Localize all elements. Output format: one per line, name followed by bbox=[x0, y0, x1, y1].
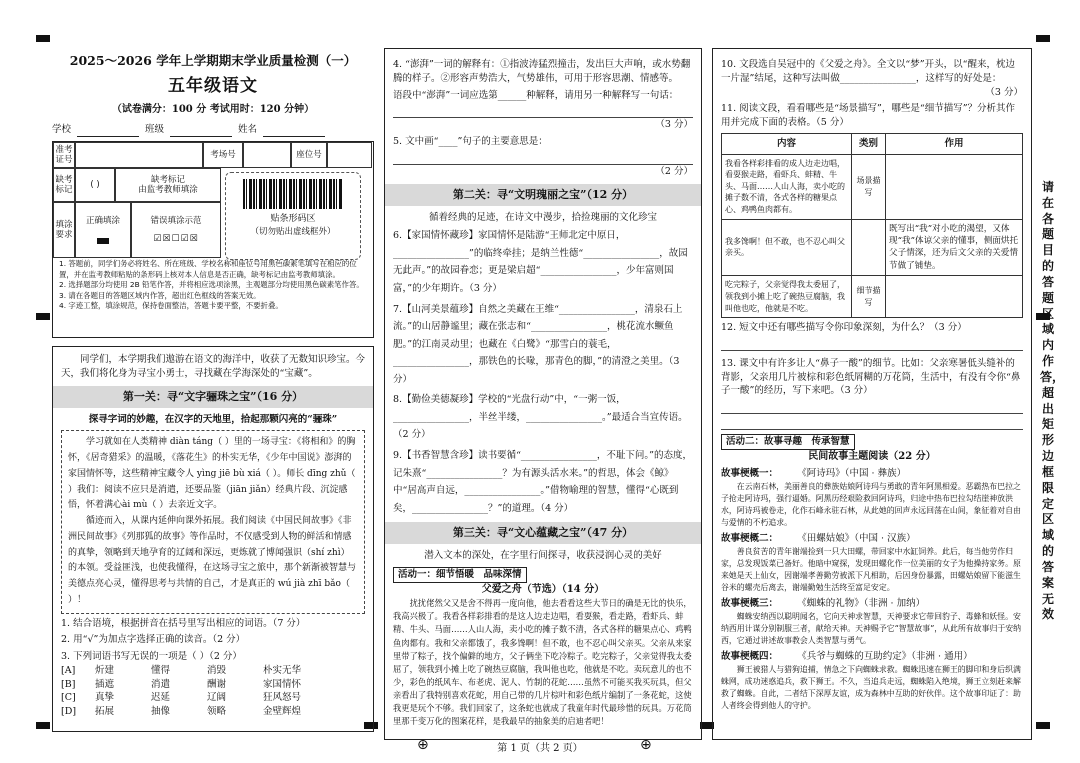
option-word: 酬谢 bbox=[207, 678, 227, 690]
option-word: 辽阔 bbox=[207, 692, 227, 704]
option-word: 懂得 bbox=[151, 664, 171, 676]
answer-card-info bbox=[52, 141, 374, 338]
registration-mark bbox=[1036, 35, 1050, 42]
option-word: 家国情怀 bbox=[263, 678, 302, 690]
option-word: 消遣 bbox=[151, 678, 171, 690]
exam-meta: （试卷满分：100 分 考试用时：120 分钟） bbox=[111, 103, 315, 115]
field-label: 班级 bbox=[145, 124, 165, 136]
zwh-label: 座位号 bbox=[291, 142, 327, 168]
question-7: 7.【山河美景蕴珍】自然之美藏在王维“________________，清泉石上流。”的山居静谧里；藏在张志和“________________，桃花流水鳜鱼肥。”的江南灵动里；也藏在《白鹭》“那雪白的蓑毛，________________，那铁色的长喙，那青色的脚，”的清澄之美里。（3 分） bbox=[393, 303, 683, 385]
qk-note: 缺考标记 由监考教师填涂 bbox=[115, 168, 221, 202]
answer-line[interactable] bbox=[721, 335, 1023, 351]
story-title: 故事梗概三： bbox=[721, 598, 779, 610]
question-5: 5. 文中画“____”句子的主要意思是： bbox=[393, 136, 548, 148]
answer-line[interactable] bbox=[721, 414, 1023, 430]
option-row[interactable] bbox=[61, 678, 365, 692]
field-label: 学校 bbox=[52, 124, 72, 136]
answer-line[interactable] bbox=[393, 102, 693, 118]
question-12: 12. 短文中还有哪些描写令你印象深刻，为什么？（3 分） bbox=[721, 322, 967, 334]
note-item: 1. 答题前，同学们务必将姓名、所在班级、学校名称和座位号用黑色碳素笔填写在相应的位置，并在监考教师粘贴的条形码上核对本人信息是否正确，缺考标记由监考教师填涂。 bbox=[59, 259, 357, 279]
school-input-line[interactable] bbox=[77, 123, 139, 137]
table-header: 类别 bbox=[852, 133, 886, 154]
table-cell: 既写出“我”对小吃的渴望，又体现“我”体谅父亲的懂事，侧面烘托父子情深，还为后文父亲的关爱情节做了铺垫。 bbox=[886, 219, 1023, 276]
zkz-label: 准考证号 bbox=[53, 142, 75, 168]
option-word: 朴实无华 bbox=[263, 664, 302, 676]
side-note: 请在各题目的答题区域内作答，超出矩形边框限定区域的答案无效 bbox=[1040, 180, 1065, 622]
activity1-tag: 活动一：细节悟暖 品味深情 bbox=[393, 567, 527, 583]
table-cell: 我多馋啊！但不敢，也不忍心叫父亲买。 bbox=[722, 219, 852, 276]
registration-mark bbox=[1036, 722, 1050, 729]
option-key: [C] bbox=[61, 692, 76, 704]
column-middle bbox=[384, 48, 702, 740]
wrong-fill-label: 错误填涂示范 bbox=[150, 215, 202, 226]
story-title: 故事梗概四： bbox=[721, 650, 779, 662]
registration-mark bbox=[36, 722, 50, 729]
table-cell: 细节描写 bbox=[852, 276, 886, 318]
story-heading: 民间故事主题阅读（22 分） bbox=[808, 450, 936, 462]
question-1: 1. 结合语境，根据拼音在括号里写出相应的词语。（7 分） bbox=[61, 617, 306, 629]
table-header: 内容 bbox=[722, 133, 852, 154]
option-word: 抽像 bbox=[151, 706, 171, 718]
score: （2 分） bbox=[655, 165, 693, 177]
story-name: 《阿诗玛》（中国 · 彝族） bbox=[802, 468, 907, 480]
option-key: [B] bbox=[61, 678, 76, 690]
right-fill-label: 正确填涂 bbox=[85, 215, 120, 226]
option-word: 炘建 bbox=[95, 664, 115, 676]
crosshair-icon: ⊕ bbox=[417, 737, 429, 753]
option-word: 插遮 bbox=[95, 678, 115, 690]
note-item: 3. 请在各题目的答题区域内作答，超出红色框线的答案无效。 bbox=[59, 290, 261, 300]
activity2-tag: 活动二：故事寻趣 传承智慧 bbox=[721, 434, 855, 450]
story-block bbox=[721, 597, 1023, 647]
story-block bbox=[721, 532, 1023, 594]
score: （3 分） bbox=[985, 86, 1023, 98]
column-left bbox=[52, 48, 374, 740]
table-cell: 我看各样彩排看的成人边走边唱，看耍猴走路，看虾兵、蚌精、牛头、马面……人山人海，卖小吃的摊子数不清，各式各样的糖果点心、鸡鸭鱼肉都有。 bbox=[722, 154, 852, 219]
question-9: 9.【书香智慧含珍】读书要循“________________，不耻下问。”的态度，记朱熹“________________？为有源头活水来。”的哲思，体会《鲸》中“居高声自远，________________。”借物喻理的智慧，懂得“心既到矣，________________？”的道理。（4 分） bbox=[393, 450, 693, 514]
story-text: 善良贫苦的青年谢端捡到一只大田螺，带回家中水缸饲养。此后，每当他劳作归家，总发现饭菜已备好。他暗中窥探，发现田螺化作一位美丽的女子为他操持家务。原来她是天上仙女，因谢端孝善勤劳被派下凡相助，后因身份暴露，田螺姑娘留下能滋生谷米的螺壳后离去，谢端勤勉生活终至富足安定。 bbox=[721, 547, 1021, 593]
registration-mark bbox=[36, 35, 50, 42]
kch-input[interactable] bbox=[243, 142, 291, 168]
passage-para: 循迹而入，从课内延伸向课外拓展。我们阅读《中国民间故事》《非洲民间故事》《列那狐的故事》等作品时，不仅感受到人物的鲜活和情感的真挚，领略到天地孕育的辽阔和深远，更炼就了博闻强识（shí zhì）的本领。受益匪浅，也使我懂得，在这场寻宝之旅中，那个新渐被智慧与美德点亮心灵，懂得思考与共情的自己，才是真正的 wú jià zhī bǎo（ ）！ bbox=[68, 516, 357, 605]
table-header: 作用 bbox=[886, 133, 1023, 154]
story-title: 故事梗概一： bbox=[721, 468, 779, 480]
analysis-table bbox=[721, 133, 1023, 318]
option-key: [A] bbox=[61, 664, 76, 676]
table-row bbox=[722, 276, 1023, 318]
question-3: 3. 下列词语书写无误的一项是（ ）（2 分） bbox=[61, 651, 242, 663]
option-word: 领略 bbox=[207, 706, 227, 718]
answer-line[interactable] bbox=[721, 398, 1023, 414]
note-item: 2. 选择题部分均使用 2B 铅笔作答，并将相应选项涂黑，主观题部分均使用黑色碳素笔作答。 bbox=[59, 280, 364, 290]
table-row bbox=[722, 219, 1023, 276]
registration-mark bbox=[36, 313, 50, 320]
option-word: 真挚 bbox=[95, 692, 115, 704]
wrong-fill-example bbox=[131, 202, 221, 258]
question-10: 10. 文段选自吴冠中的《父爱之舟》。全文以“梦”开头，以“醒来，枕边一片湿”结尾，这种写法叫做________________，这样写的好处是： bbox=[721, 59, 1015, 84]
answer-line[interactable] bbox=[393, 149, 693, 165]
option-word: 狂风怒号 bbox=[263, 692, 302, 704]
option-word: 迟延 bbox=[151, 692, 171, 704]
story-text: 狮王被猎人与猎狗追捕，情急之下向蜘蛛求救。蜘蛛迅速在狮王的脚印和身后织满蛛网，成功迷惑追兵，救下狮王。不久，当追兵走远，蜘蛛陷入绝境，狮王立刻赶来解救了蜘蛛。自此，二者结下深厚友谊，成为森林中互助的好伙伴。这个故事印证了：助人者终会得到他人的守护。 bbox=[721, 664, 1021, 710]
right-fill-example bbox=[75, 202, 131, 258]
option-word: 金壁辉煌 bbox=[263, 706, 302, 718]
page-footer: 第 1 页（共 2 页） bbox=[497, 743, 583, 754]
barcode-label: 贴条形码区 bbox=[270, 214, 316, 225]
note-item: 4. 字迹工整，填涂规范，保持卷面整洁，答题卡要平整，不要折叠。 bbox=[59, 301, 283, 311]
qk-checkbox[interactable]: ( ) bbox=[75, 168, 115, 202]
exam-title: 2025～2026 学年上学期期末学业质量检测（一） bbox=[69, 53, 357, 68]
score: （3 分） bbox=[655, 119, 693, 131]
subject-title: 五年级语文 bbox=[168, 76, 258, 97]
table-answer-cell[interactable] bbox=[886, 276, 1023, 318]
story-block bbox=[721, 650, 1023, 712]
question-8: 8.【勤俭美德凝珍】学校的“光盘行动”中，“一粥一饭，________________，半丝半缕，________________。”最适合当宣传语。（2 分） bbox=[393, 394, 688, 441]
level2-heading: 第二关：寻“文明瑰丽之宝”（12 分） bbox=[385, 184, 701, 206]
barcode-note: （切勿贴出虚线框外） bbox=[250, 227, 336, 238]
filled-box-icon bbox=[97, 238, 109, 244]
story-name: 《蜘蛛的礼物》（非洲 · 加纳） bbox=[802, 598, 926, 610]
story-block bbox=[721, 467, 1023, 529]
zkz-input[interactable] bbox=[75, 142, 203, 168]
question-4: 4. “澎湃”一词的解释有：①指波涛猛烈撞击，发出巨大声响，或水势翻腾的样子。②形容声势浩大，气势雄伟，可用于形容思潮、情感等。 bbox=[393, 59, 691, 84]
intro-text: 同学们，本学期我们遨游在语文的海洋中，收获了无数知识珍宝。今天，我们将化身为寻宝小勇士，寻找藏在学海深处的“宝藏”。 bbox=[61, 354, 366, 379]
passage-para: 学习就如在人类精神 diàn táng（ ）里的一场寻宝：《将相和》的胸怀，《居奇猎采》的温暖，《落花生》的朴实无华，《少年中国说》澎湃的家国情怀等，这些精神宝藏令人 yìng jiē bù xiá（ ）。师长 dīng zhǔ（ ）我们：阅读不应只是消遣，还要品鉴（jiān jiǎn）经典片段、沉淀感悟，怀着满心ài mù（ ）去亲近文字。 bbox=[68, 437, 356, 511]
option-row[interactable] bbox=[61, 705, 365, 719]
exam-notes bbox=[59, 259, 367, 312]
name-input-line[interactable] bbox=[263, 123, 325, 137]
question-2: 2. 用“√”为加点字选择正确的读音。（2 分） bbox=[61, 634, 246, 646]
level3-sub: 潜入文本的深处，在字里行间探寻，收获浸润心灵的美好 bbox=[424, 550, 662, 562]
story-title: 故事梗概二： bbox=[721, 533, 779, 545]
table-answer-cell[interactable] bbox=[852, 219, 886, 276]
option-word: 消毁 bbox=[207, 664, 227, 676]
question-13: 13. 课文中有许多让人“鼻子一酸”的细节。比如：父亲寒暑低头缝补的背影，父亲用几片被棕和彩色纸屑糊的万花筒，生活中，有没有令你“鼻子一酸”的经历，写下来吧。（3 分） bbox=[721, 357, 1021, 397]
zwh-input[interactable] bbox=[327, 142, 372, 168]
table-answer-cell[interactable] bbox=[886, 154, 1023, 219]
qkbj-label: 缺考标记 bbox=[53, 168, 75, 202]
class-input-line[interactable] bbox=[170, 123, 232, 137]
story-name: 《田螺姑娘》（中国 · 汉族） bbox=[802, 533, 916, 545]
table-cell: 场景描写 bbox=[852, 154, 886, 219]
table-row bbox=[722, 154, 1023, 219]
field-label: 姓名 bbox=[238, 124, 258, 136]
option-key: [D] bbox=[61, 706, 77, 718]
option-row[interactable] bbox=[61, 664, 365, 678]
barcode-icon bbox=[243, 179, 343, 209]
ttyq-label: 填涂要求 bbox=[53, 202, 75, 258]
level1-heading: 第一关：寻“文字骊珠之宝”（16 分） bbox=[53, 386, 373, 408]
student-fields bbox=[52, 123, 374, 137]
story-text: 在云南石林，美丽善良的彝族姑娘阿诗玛与勇敢的青年阿黑相爱。恶霸热布巴拉之子抢走阿诗玛，强行逼婚。阿黑历经艰险救回阿诗玛，归途中热布巴拉勾结崖神放洪水，阿诗玛被卷走，化作石峰永驻石林，从此她的回声永远回荡在山间，象征着对自由与爱情的不朽追求。 bbox=[721, 482, 1021, 528]
wrong-fill-icons: ☑☒☐☑☒ bbox=[153, 233, 199, 244]
table-cell: 吃完粽子，父亲觉得我太委屈了，领我到小摊上吃了碗热豆腐脑，我叫他也吃，他就是不吃。 bbox=[722, 276, 852, 318]
story-text: 蜘蛛安纳西以聪明闻名，它向天神求智慧，天神要求它带回豹子、毒蜂和妖怪。安纳西用计谋分别制服三者，献给天神。天神赐予它“智慧故事”，从此所有故事归于安纳西，它通过讲述故事教会人类智慧与勇气。 bbox=[721, 611, 1022, 645]
level2-sub: 循着经典的足迹，在诗文中漫步，拾捡瑰丽的文化珍宝 bbox=[428, 211, 657, 223]
level3-heading: 第三关：寻“文心蕴藏之宝”（47 分） bbox=[385, 522, 701, 544]
level1-sub: 探寻字词的妙趣，在汉字的天地里，拾起那颗闪亮的“骊珠” bbox=[88, 413, 338, 425]
passage-text: 扰扰佬然父又是舍不得再一度向他，他去看看这些大节日的确是无比的快乐，我高兴极了。我看各样彩排看的是这人边走边唱，看耍猴，看走路，看虾兵、蚌精、牛头、马面……人山人海，卖小吃的摊子数不清，各式各样的糖果点心、鸡鸭鱼肉都有。我和父亲都饿了，我多馋啊！但不敢，也不忍心叫父亲买。父亲从来家里带了粽子，找个偏僻的地方，父子俩坐下吃冷粽子。吃完粽子，父亲觉得我太委屈了，领我到小摊上吃了碗热豆腐脑，我叫他也吃，他就是不吃。卖玩意儿的也不少，彩色的纸风车、布老虎、泥人、竹制的花蛇……虽然不可能买我买玩具，但父亲看出了我特别喜欢花蛇，用自己带的几片棕叶和彩色纸片编制了一条花蛇，这使我更是玩个不够。我们回家了，这条蛇也就成了我童年时代最珍惜的玩具。万花筒里那千变万化的图案花样，是我最早的抽象美的启迪者吧！ bbox=[393, 598, 692, 727]
question-11: 11. 阅读文段，看看哪些是“场景描写”，哪些是“细节描写”？分析其作用并完成下面的表格。（5 分） bbox=[721, 103, 1016, 129]
kch-label: 考场号 bbox=[203, 142, 243, 168]
passage-title: 父爱之舟（节选）（14 分） bbox=[481, 583, 605, 595]
option-word: 拓展 bbox=[95, 706, 115, 718]
barcode-area bbox=[225, 172, 361, 260]
option-row[interactable] bbox=[61, 691, 365, 705]
level1-section bbox=[52, 346, 374, 732]
level1-passage bbox=[61, 430, 365, 613]
story-name: 《兵爷与蜘蛛的互助约定》（非洲 · 通用） bbox=[802, 650, 973, 662]
crosshair-icon: ⊕ bbox=[640, 737, 652, 753]
question-4b: 语段中“澎湃”一词应选第______种解释，请用另一种解释写一句话： bbox=[393, 89, 679, 101]
column-right bbox=[712, 48, 1032, 740]
question-6: 6.【家国情怀藏珍】家国情怀是陆游“王师北定中原日，________________”的临终牵挂；是纳兰性德“________________，故园无此声。”的故园眷恋；更是梁启超“________________，少年富则国富，”的少年期许。（3 分） bbox=[393, 230, 688, 294]
